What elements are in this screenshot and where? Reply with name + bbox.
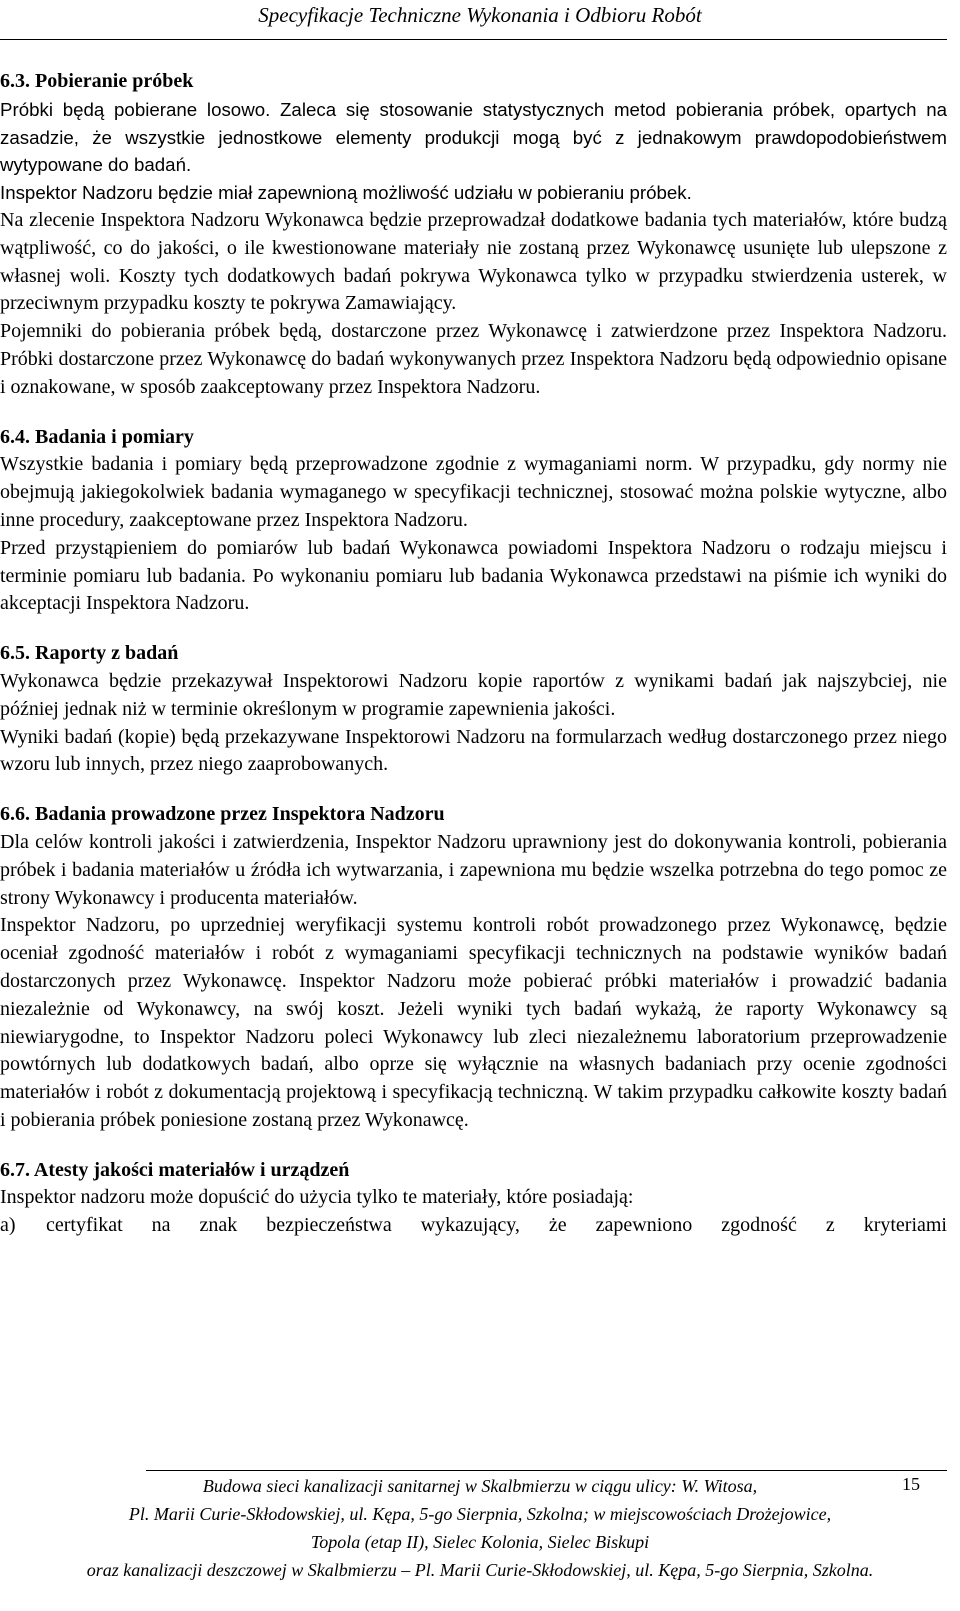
paragraph: Pojemniki do pobierania próbek będą, dostarczone przez Wykonawcę i zatwierdzone przez Inspektora Nadzoru. Próbki dostarczone przez Wykonawcę do badań wykonywanych przez Inspektora Nadzoru będą odpowiednio opisane i oznakowane, w sposób zaakceptowany przez Inspektora Nadzoru. <box>0 320 947 398</box>
page-number: 15 <box>902 1474 920 1494</box>
footer-line: Pl. Marii Curie-Skłodowskiej, ul. Kępa, 5-go Sierpnia, Szkolna; w miejscowościach Drożejowice, <box>128 1504 832 1524</box>
paragraph: Próbki będą pobierane losowo. Zaleca się stosowanie statystycznych metod pobierania próbek, opartych na zasadzie, że wszystkie jednostkowe elementy produkcji mogą być z jednakowym prawdopodobieństwem wytypowane do badań. <box>0 98 947 176</box>
section-title: Badania prowadzone przez Inspektora Nadzoru <box>35 803 445 826</box>
section-6-4-heading <box>0 424 947 452</box>
paragraph: Inspektor Nadzoru, po uprzedniej weryfikacji systemu kontroli robót prowadzonego przez Wykonawcę, będzie oceniał zgodność materiałów i robót z wymaganiami specyfikacji technicznych na podstawie wyników badań dostarczonych przez Wykonawcę. Inspektor Nadzoru może pobierać próbki materiałów i prowadzić badania niezależnie od Wykonawcy, na swój koszt. Jeżeli wyniki tych badań wykażą, że raporty Wykonawcy są niewiarygodne, to Inspektor Nadzoru poleci Wykonawcy lub zleci niezależnemu laboratorium przeprowadzenie powtórnych lub dodatkowych badań, albo oprze się wyłącznie na własnych badaniach przy ocenie zgodności materiałów i robót z dokumentacją projektową i specyfikacją techniczną. W takim przypadku całkowite koszty badań i pobierania próbek poniesione zostaną przez Wykonawcę. <box>0 914 947 1131</box>
paragraph: Dla celów kontroli jakości i zatwierdzenia, Inspektor Nadzoru uprawniony jest do dokonywania kontroli, pobierania próbek i badania materiałów u źródła ich wytwarzania, i zapewniona mu będzie wszelka potrzebna do tego pomoc ze strony Wykonawcy i producenta materiałów. <box>0 830 947 909</box>
section-number: 6.6. <box>0 803 30 826</box>
paragraph: Przed przystąpieniem do pomiarów lub badań Wykonawca powiadomi Inspektora Nadzoru o rodzaju miejscu i terminie pomiaru lub badania. Po wykonaniu pomiaru lub badania Wykonawca przedstawi na piśmie ich wyniki do akceptacji Inspektora Nadzoru. <box>0 536 947 615</box>
section-number: 6.7. <box>0 1158 30 1181</box>
section-title: Atesty jakości materiałów i urządzeń <box>33 1158 350 1181</box>
footer-line: oraz kanalizacji deszczowej w Skalbmierzu – Pl. Marii Curie-Skłodowskiej, ul. Kępa, 5-go Sierpnia, Szkolna. <box>86 1560 874 1580</box>
footer-line: Topola (etap II), Sielec Kolonia, Sielec Biskupi <box>310 1532 650 1552</box>
paragraph: Inspektor Nadzoru będzie miał zapewnioną możliwość udziału w pobieraniu próbek. <box>0 182 692 204</box>
spacer <box>0 402 947 424</box>
section-6-3-heading <box>0 68 947 96</box>
section-6-6-heading <box>0 801 947 829</box>
header-rule <box>0 39 947 40</box>
running-header: Specyfikacje Techniczne Wykonania i Odbioru Robót <box>258 3 702 27</box>
spacer <box>0 618 947 640</box>
section-6-5-heading <box>0 640 947 668</box>
paragraph: Na zlecenie Inspektora Nadzoru Wykonawca będzie przeprowadzał dodatkowe badania tych materiałów, które budzą wątpliwość, co do jakości, o ile kwestionowane materiały nie zostaną przez Wykonawcę usunięte lub ulepszone z własnej woli. Koszty tych dodatkowych badań pokrywa Wykonawca tylko w przypadku stwierdzenia usterek, w przeciwnym przypadku koszty te pokrywa Zamawiający. <box>0 208 947 315</box>
paragraph: Wykonawca będzie przekazywał Inspektorowi Nadzoru kopie raportów z wynikami badań jak najszybciej, nie później jednak niż w terminie określonym w programie zapewnienia jakości. <box>0 669 947 720</box>
paragraph: Wszystkie badania i pomiary będą przeprowadzone zgodnie z wymaganiami norm. W przypadku, gdy normy nie obejmują jakiegokolwiek badania wymaganego w specyfikacji technicznej, stosować można polskie wytyczne, albo inne procedury, zaakceptowane przez Inspektora Nadzoru. <box>0 453 947 531</box>
section-title: Badania i pomiary <box>35 425 194 448</box>
spacer <box>0 1135 947 1157</box>
section-number: 6.5. <box>0 642 30 665</box>
section-number: 6.4. <box>0 425 30 448</box>
section-title: Raporty z badań <box>35 642 179 665</box>
spacer <box>0 779 947 801</box>
section-title: Pobieranie próbek <box>35 70 194 92</box>
list-item <box>0 1212 947 1240</box>
page-content <box>0 68 947 1240</box>
footer-rule <box>146 1470 947 1471</box>
list-marker: a) <box>0 1214 16 1237</box>
list-item-text: certyfikat na znak bezpieczeństwa wykazujący, że zapewniono zgodność z kryteriami <box>46 1214 947 1237</box>
section-6-7-heading <box>0 1157 947 1185</box>
section-number: 6.3. <box>0 70 30 92</box>
running-footer <box>0 1472 960 1584</box>
paragraph: Inspektor nadzoru może dopuścić do użycia tylko te materiały, które posiadają: <box>0 1186 634 1209</box>
paragraph: Wyniki badań (kopie) będą przekazywane Inspektorowi Nadzoru na formularzach według dostarczonego przez niego wzoru lub innych, przez niego zaaprobowanych. <box>0 725 947 776</box>
footer-line: Budowa sieci kanalizacji sanitarnej w Skalbmierzu w ciągu ulicy: W. Witosa, <box>202 1476 758 1496</box>
